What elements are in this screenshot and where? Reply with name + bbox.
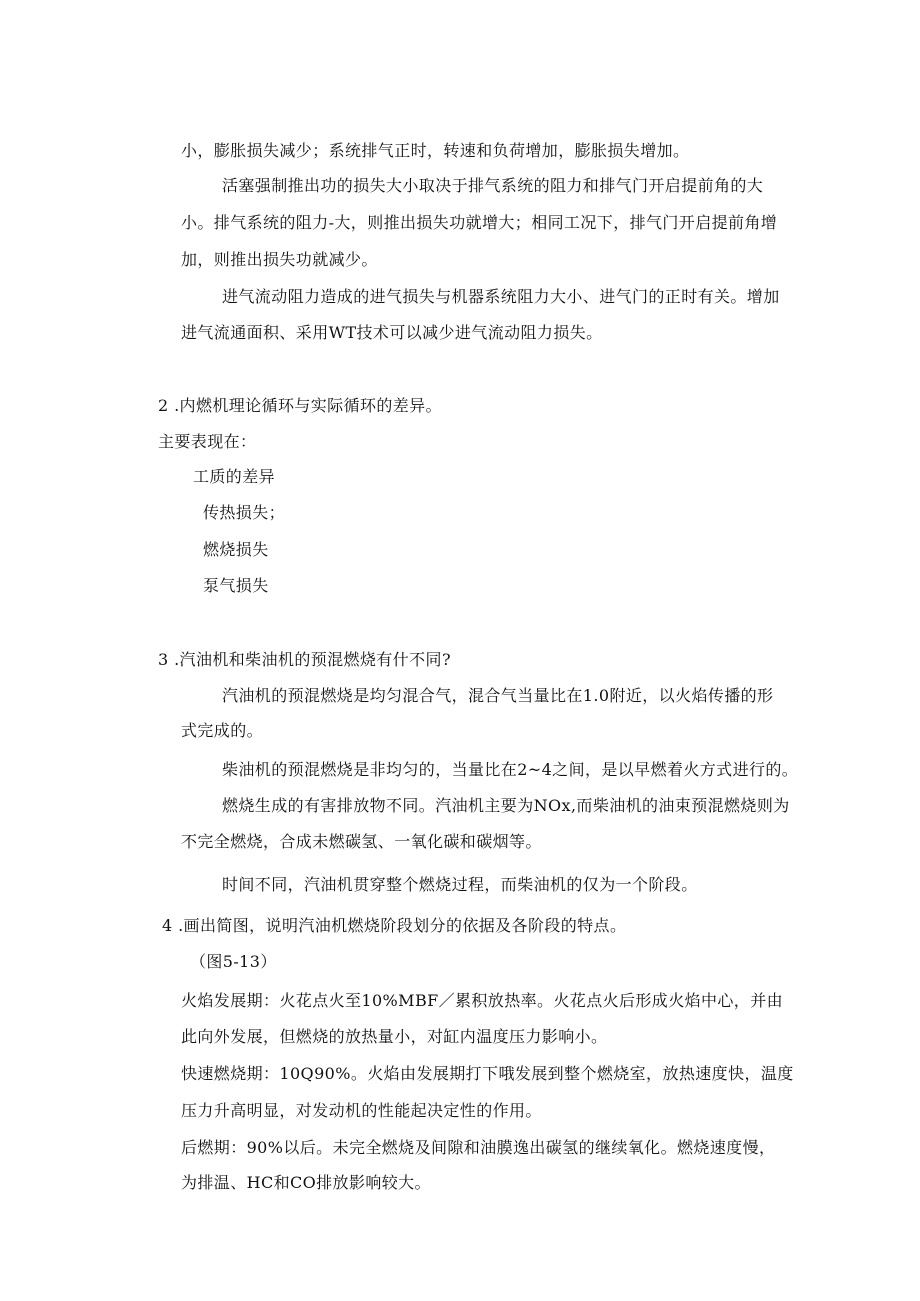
list-item: 泵气损失 xyxy=(203,576,269,595)
paragraph-line: 汽油机的预混燃烧是均匀混合气，混合气当量比在1.0附近，以火焰传播的形 xyxy=(222,686,774,705)
paragraph-line: 火焰发展期：火花点火至10%MBF／累积放热率。火花点火后形成火焰中心，并由 xyxy=(181,991,784,1010)
paragraph-line: 后燃期：90%以后。未完全燃烧及间隙和油膜逸出碳氢的继续氧化。燃烧速度慢， xyxy=(181,1138,776,1157)
paragraph-line: 小。排气系统的阻力-大，则推出损失功就增大；相同工况下，排气门开启提前角增 xyxy=(181,213,778,232)
paragraph-line: 不完全燃烧，合成未燃碳氢、一氧化碳和碳烟等。 xyxy=(181,832,542,851)
question-2-heading: 2 .内燃机理论循环与实际循环的差异。 xyxy=(158,396,442,415)
paragraph-line: 加，则推出损失功就减少。 xyxy=(181,250,378,269)
paragraph-line: 小，膨胀损失减少；系统排气正时，转速和负荷增加，膨胀损失增加。 xyxy=(181,141,690,160)
paragraph-line: 式完成的。 xyxy=(181,721,264,740)
figure-reference: （图5-13） xyxy=(190,952,277,971)
paragraph-line: 燃烧生成的有害排放物不同。汽油机主要为NOx,而柴油机的油束预混燃烧则为 xyxy=(222,796,790,815)
paragraph-line: 柴油机的预混燃烧是非均匀的，当量比在2~4之间，是以早燃着火方式进行的。 xyxy=(222,760,799,779)
list-item: 传热损失； xyxy=(203,503,286,522)
question-4-heading: 4 .画出简图，说明汽油机燃烧阶段划分的依据及各阶段的特点。 xyxy=(162,916,627,935)
paragraph-line: 压力升高明显，对发动机的性能起决定性的作用。 xyxy=(181,1101,542,1120)
paragraph-line: 活塞强制推出功的损失大小取决于排气系统的阻力和排气门开启提前角的大 xyxy=(222,176,764,195)
question-3-heading: 3 .汽油机和柴油机的预混燃烧有什不同? xyxy=(158,650,451,669)
list-item: 工质的差异 xyxy=(193,467,276,486)
paragraph-line: 为排温、HC和CO排放影响较大。 xyxy=(181,1173,431,1192)
paragraph-line: 进气流动阻力造成的进气损失与机器系统阻力大小、进气门的正时有关。增加 xyxy=(222,287,780,306)
paragraph-line: 快速燃烧期：10Q90%。火焰由发展期打下哦发展到整个燃烧室，放热速度快，温度 xyxy=(181,1064,794,1083)
paragraph-line: 时间不同，汽油机贯穿整个燃烧过程，而柴油机的仅为一个阶段。 xyxy=(222,875,698,894)
paragraph-line: 此向外发展，但燃烧的放热量小，对缸内温度压力影响小。 xyxy=(181,1027,608,1046)
list-item: 燃烧损失 xyxy=(203,540,269,559)
q2-intro: 主要表现在： xyxy=(158,432,257,451)
paragraph-line: 进气流通面积、采用WT技术可以减少进气流动阻力损失。 xyxy=(181,323,603,342)
